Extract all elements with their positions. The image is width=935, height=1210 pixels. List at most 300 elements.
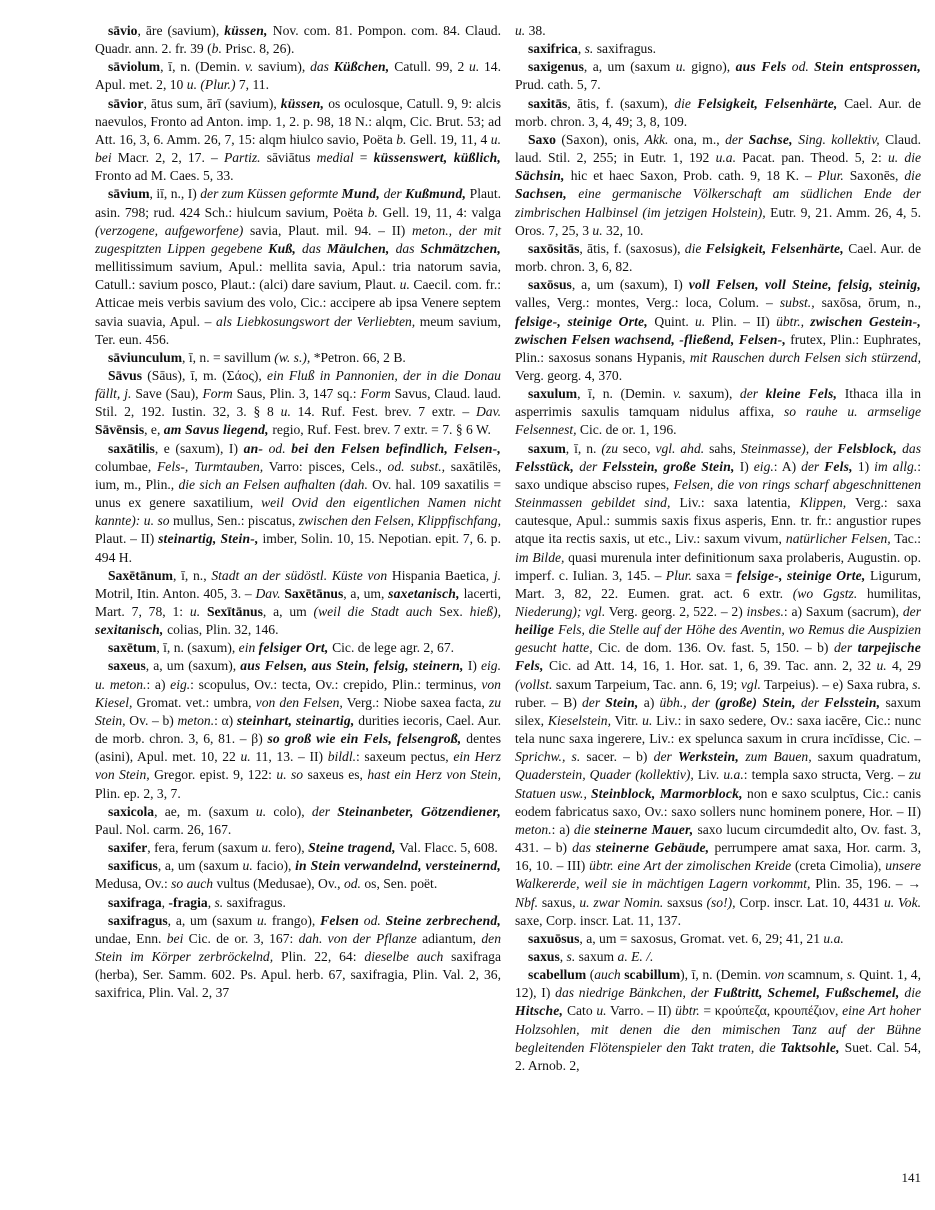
- entry-segment: a): [643, 694, 660, 710]
- entry-segment: der: [581, 694, 606, 710]
- headword: saxifrica: [528, 41, 578, 57]
- entry-segment: saxa =: [691, 567, 737, 583]
- headword: saxum: [528, 440, 566, 456]
- entry-segment: (große) Stein,: [714, 694, 801, 710]
- entry-segment: Sāvēnsis: [95, 422, 145, 438]
- right-column: [515, 22, 921, 1075]
- headword: saxus: [528, 948, 560, 964]
- entry-segment: dah. von der Pflanze: [298, 930, 417, 946]
- entry-segment: Plin. 35, 196. – →: [810, 876, 921, 892]
- entry-segment: Verg. georg. 2, 522. – 2): [605, 604, 747, 619]
- entry-segment: u.: [242, 858, 253, 874]
- entry-segment: 1): [857, 458, 875, 474]
- entry-segment: so groß wie ein Fels, felsengroß,: [267, 731, 467, 747]
- entry-segment: kleine Fels,: [765, 386, 845, 402]
- entry-segment: eig.: [753, 458, 774, 474]
- entry-saxus: [515, 948, 921, 966]
- entry-segment: columbae,: [95, 458, 157, 474]
- entry-segment: saxo lucum circumdedit alto, Ov. fast. 3, 431. – b): [515, 821, 921, 856]
- entry-segment: aus Felsen, aus Stein, felsig, steinern,: [240, 658, 468, 674]
- entry-segment: Varro. – II): [606, 1003, 676, 1019]
- entry-segment: I): [739, 458, 754, 474]
- entry-segment: Paul. Nol. carm. 26, 167.: [95, 821, 232, 837]
- entry-segment: ruber. – B): [515, 694, 582, 710]
- entry-saxifragus: [95, 912, 501, 1003]
- entry-savior: [95, 95, 501, 186]
- entry-segment: Niederung); vgl.: [515, 604, 606, 619]
- entry-segment: , a, um (saxum: [583, 59, 676, 75]
- entry-segment: Felsstein, große Stein,: [602, 458, 740, 474]
- entry-savium: [95, 185, 501, 348]
- entry-segment: zwischen den Felsen, Klippfischfang,: [298, 513, 501, 529]
- entry-segment: Schmätzchen,: [420, 240, 501, 256]
- entry-saxosus: [515, 276, 921, 385]
- entry-segment: , e (saxum), I): [154, 440, 244, 456]
- entry-segment: Liv.: saxa latentia,: [670, 495, 800, 511]
- entry-segment: frutex, Plin.: Euphrates, Plin.: saxosus sonans Hypanis,: [515, 331, 921, 365]
- entry-segment: Saxētānus: [284, 585, 344, 601]
- entry-segment: Motril, Itin. Anton. 405, 3. –: [95, 585, 256, 601]
- entry-segment: Klippen,: [799, 495, 847, 511]
- entry-segment: Hitsche,: [515, 1003, 567, 1019]
- entry-saviunculum: [95, 349, 501, 367]
- entry-segment: übh., der: [659, 694, 715, 710]
- entry-segment: (creta Cimolia),: [791, 858, 886, 874]
- entry-segment: der: [311, 803, 338, 819]
- entry-segment: im allg.: [874, 458, 918, 474]
- entry-segment: (wo Ggstz.: [792, 585, 858, 601]
- entry-segment: Felsblock,: [837, 440, 903, 456]
- entry-segment: Savus, Claud. laud. Stil. 2, 192. Iustin. 32, 3. § 8: [95, 386, 501, 420]
- entry-segment: Eutr. 9, 21. Amm. 26, 4, 5. Oros. 7, 25, 3: [515, 204, 921, 238]
- entry-segment: der: [579, 458, 603, 474]
- entry-segment: u.: [596, 1003, 607, 1019]
- entry-segment: Stadt an der südöstl. Küste von: [211, 567, 388, 583]
- entry-segment: von den Felsen,: [255, 694, 343, 710]
- entry-segment: Fels,: [824, 458, 858, 474]
- entry-segment: Fronto ad M. Caes. 5, 33.: [95, 168, 234, 184]
- entry-segment: Liv.: [693, 767, 724, 783]
- entry-segment: subst.,: [779, 295, 815, 311]
- entry-segment: bei den Felsen befindlich, Felsen-,: [291, 440, 502, 456]
- entry-segment: u.: [256, 912, 268, 928]
- entry-segment: Kuß,: [268, 240, 303, 256]
- entry-segment: u. bei: [95, 131, 501, 166]
- entry-segment: sāviātus: [260, 150, 317, 166]
- entry-segment: savia, Plaut. mil. 94. – II): [243, 222, 413, 238]
- entry-segment: die sich an Felsen aufhalten (dah.: [178, 476, 368, 492]
- headword: saxētum: [108, 640, 157, 656]
- headword: saxeus: [108, 658, 146, 674]
- entry-segment: adiantum,: [416, 930, 482, 946]
- entry-saxeus: [95, 657, 501, 802]
- entry-segment: unsere Walkererde, weil sie in mächtigen Lagern vorkommt,: [515, 858, 922, 892]
- entry-segment: Sachse,: [748, 131, 799, 147]
- headword: sāviolum: [108, 59, 161, 75]
- entry-segment: eig. u. meton.: [95, 658, 501, 692]
- entry-segment: zu Stein,: [95, 694, 501, 728]
- entry-segment: das: [902, 440, 921, 456]
- headword: Saxētānum: [108, 567, 173, 583]
- entry-segment: heilige: [515, 622, 559, 638]
- entry-segment: : a) Saxum (sacrum),: [783, 604, 903, 619]
- entry-segment: u.: [675, 59, 686, 75]
- entry-segment: so auch: [171, 876, 214, 892]
- entry-segment: Val. Flacc. 5, 608.: [399, 840, 498, 856]
- entry-segment: , ātis, f. (saxum),: [567, 95, 675, 111]
- entry-segment: Form: [360, 386, 391, 402]
- entry-segment: Suet. Cal. 54, 2. Arnob. 2,: [515, 1039, 921, 1073]
- entry-segment: a. E. /.: [617, 948, 654, 964]
- entry-segment: Cic. ad Att. 14, 16, 1. Hor. sat. 1, 6, 39. Tac. ann. 2, 32: [549, 658, 877, 674]
- entry-segment: medial: [316, 150, 354, 166]
- entry-segment: , a, um (saxum: [167, 912, 257, 928]
- entry-segment: ein Herz von Stein,: [95, 749, 502, 783]
- entry-segment: u.: [876, 658, 887, 674]
- entry-segment: s.: [846, 967, 856, 983]
- entry-segment: zum Bauen,: [745, 749, 812, 765]
- entry-segment: u. so: [276, 767, 304, 783]
- entry-segment: u.: [515, 23, 526, 38]
- entry-saxum: [515, 440, 921, 930]
- entry-savus: [95, 367, 501, 440]
- entry-segment: v.: [672, 386, 682, 402]
- entry-segment: hieß),: [469, 604, 501, 619]
- entry-segment: saxum),: [681, 386, 740, 402]
- entry-segment: Quint.: [654, 313, 696, 329]
- entry-segment: vgl. ahd.: [655, 440, 705, 456]
- headword: saxicola: [108, 803, 155, 819]
- entry-segment: (verzogene, aufgeworfene): [95, 222, 244, 238]
- entry-segment: u.: [255, 803, 267, 819]
- entry-segment: = κρούπεζα, κρουπέζιον,: [699, 1003, 843, 1019]
- entry-segment: u.: [189, 604, 201, 619]
- entry-segment: b.: [367, 204, 378, 220]
- entry-segment: Kußmund,: [405, 186, 470, 202]
- headword: saxificus: [108, 858, 158, 874]
- entry-segment: u.: [240, 749, 251, 765]
- entry-segment: Gell. 19, 11, 4: valga: [377, 204, 501, 220]
- entry-segment: u. Vok.: [883, 894, 921, 910]
- entry-segment: den Stein im Körper zerbröckelnd,: [95, 930, 501, 964]
- entry-segment: 38.: [525, 23, 546, 38]
- entry-segment: voll Felsen, voll Steine, felsig, steinig,: [688, 277, 921, 293]
- entry-segment: die: [904, 985, 922, 1001]
- entry-segment: Macr. 2, 2, 17. –: [111, 150, 224, 166]
- entry-segment: übtr.: [675, 1003, 700, 1019]
- entry-segment: (w. s.),: [274, 349, 311, 365]
- entry-segment: Dav.: [255, 585, 281, 601]
- entry-segment: so rauhe u. armselige Felsennest,: [515, 404, 921, 438]
- entry-segment: Sachsen,: [515, 186, 579, 202]
- entry-segment: dieselbe auch: [364, 948, 444, 964]
- entry-segment: insbes.: [746, 604, 784, 619]
- left-column: [95, 22, 501, 1002]
- entry-saxicola: [95, 803, 501, 839]
- entry-segment: Cael. Aur. de morb. chron. 3, 6, 82.: [515, 240, 921, 275]
- headword: sāvium: [108, 186, 150, 202]
- headword: sāviunculum: [108, 349, 183, 365]
- entry-segment: seco,: [618, 440, 656, 456]
- entry-scabellum: [515, 966, 921, 1075]
- entry-segment: Corp. inscr. Lat. 10, 4431: [735, 894, 884, 910]
- entry-segment: Caecil. com. fr.: Atticae meis verbis savium des volo, Cic.: accipere ab ipsa Venere septem savia suavia, Apul. –: [95, 277, 501, 329]
- entry-segment: Medusa, Ov.:: [95, 876, 172, 892]
- entry-segment: der: [383, 186, 406, 202]
- entry-segment: saxus,: [538, 894, 580, 910]
- entry-segment: Prisc. 8, 26).: [221, 41, 295, 57]
- entry-segment: od.: [263, 440, 292, 456]
- entry-segment: saxifraga (herba), Ser. Samm. 602. Ps. Apul. herb. 67, saxifragia, Plin. Val. 2, 36, saxifrica, Plin. Val. 2, 37: [95, 948, 501, 1001]
- entry-segment: Felsen, die von rings scharf abgeschnittenen Steinmassen gebildet sind,: [515, 476, 921, 511]
- entry-segment: Steinblock, Marmorblock,: [591, 785, 748, 801]
- entry-segment: b.: [211, 41, 222, 57]
- entry-segment: saxum silex,: [515, 694, 921, 728]
- entry-segment: küssen,: [224, 23, 273, 38]
- entry-segment: Sprichw., s.: [515, 749, 581, 765]
- entry-saxifrica: [515, 40, 921, 58]
- entry-segment: mit Rauschen durch Felsen sich stürzend,: [689, 349, 921, 365]
- entry-segment: sacer. – b): [580, 749, 654, 765]
- entry-saxifraga: [95, 894, 501, 912]
- entry-segment: (Sāus), ī, m. (Σάος),: [142, 367, 268, 383]
- entry-segment: Felsen: [320, 912, 360, 928]
- entry-segment: Plaut. – II): [95, 531, 159, 547]
- entry-segment: Stein entsprossen,: [814, 59, 921, 75]
- entry-segment: bei: [166, 930, 184, 946]
- entry-segment: od.: [359, 912, 386, 928]
- entry-segment: Stein,: [605, 694, 644, 710]
- entry-segment: u.a.: [723, 767, 744, 783]
- entry-segment: , a, um (saxum: [157, 858, 243, 874]
- entry-segment: Cato: [566, 1003, 597, 1019]
- entry-segment: felsiger Ort,: [258, 640, 333, 656]
- entry-segment: übtr.,: [776, 313, 811, 329]
- entry-segment: Werkstein,: [677, 749, 746, 765]
- entry-segment: Hispania Baetica,: [387, 567, 494, 583]
- entry-segment: : saxo undique absciso rupes,: [515, 458, 922, 492]
- entry-segment: Save (Sau),: [131, 386, 203, 402]
- entry-segment: saxe, Corp. inscr. Lat. 11, 137.: [515, 912, 681, 928]
- entry-segment: saxeus es,: [303, 767, 368, 783]
- entry-segment: quasi murenula inter definitionum saxa prolaberis, Augustin. op. imperf. c. Iulian. 3, 145. –: [515, 549, 921, 583]
- entry-segment: perrumpere amat saxa, Hor. carm. 3, 16, 10. – III): [515, 840, 921, 874]
- entry-segment: s.: [912, 676, 921, 692]
- entry-segment: Gromat. vet.: umbra,: [132, 694, 256, 710]
- entry-segment: Claud. laud. Stil. 2, 255; in Eutr. 1, 192: [515, 131, 921, 166]
- headword: saxifer: [108, 840, 148, 856]
- entry-segment: Quaderstein, Quader (kollektiv),: [515, 767, 694, 783]
- entry-saxitas: [515, 95, 921, 131]
- entry-segment: ), ī, n. (Demin.: [680, 967, 765, 983]
- entry-segment: =: [353, 150, 374, 166]
- entry-segment: Felsstein,: [824, 694, 886, 710]
- entry-segment: Plaut. asin. 798; rud. 424 Sch.: hiulcum savium, Poëta: [95, 186, 502, 220]
- entry-segment: Ov. hal. 109 saxatilis = unus ex genere saxatilium,: [95, 476, 501, 511]
- entry-segment: Fels-, Turmtauben,: [157, 458, 264, 474]
- entry-segment: Ov. – b): [125, 712, 178, 728]
- entry-segment: tarpejische Fels,: [515, 640, 921, 674]
- entry-segment: meton., der mit zugespitzten Lippen gegebene: [95, 222, 501, 256]
- entry-segment: von: [764, 967, 785, 983]
- entry-segment: 11, 13. – II): [250, 749, 328, 765]
- entry-segment: der: [653, 749, 678, 765]
- entry-segment: hast ein Herz von Stein,: [367, 767, 502, 783]
- entry-segment: u.: [469, 59, 480, 75]
- entry-segment: u.a.: [715, 150, 736, 166]
- entry-segment: ,: [577, 41, 585, 57]
- entry-segment: saxum Tarpeium, Tac. ann. 6, 19;: [552, 676, 741, 692]
- entry-segment: u.: [695, 313, 706, 329]
- entry-saxifragus-continuation: [515, 22, 921, 40]
- entry-segment: Tac.:: [890, 531, 922, 547]
- entry-segment: Felsstück,: [515, 458, 580, 474]
- entry-segment: saxōsa, ōrum, n.,: [814, 295, 921, 311]
- entry-segment: , ātis, f. (saxosus),: [579, 240, 685, 256]
- entry-segment: am Savus liegend,: [163, 422, 273, 438]
- entry-segment: natürlicher Felsen,: [785, 531, 891, 547]
- entry-segment: eig.: [170, 676, 191, 692]
- entry-segment: -fragia: [168, 894, 208, 910]
- entry-segment: , a, um,: [343, 585, 389, 601]
- entry-segment: I): [467, 658, 481, 674]
- entry-segment: u.a.: [823, 930, 844, 946]
- entry-saxatilis: [95, 440, 501, 567]
- entry-segment: übtr. eine Art der zimolischen Kreide: [589, 858, 792, 874]
- entry-segment: , ātus sum, ārī (savium),: [143, 95, 281, 111]
- entry-segment: s.: [566, 948, 576, 964]
- entry-segment: , ī, n.,: [172, 567, 212, 583]
- entry-segment: Sexītānus: [206, 604, 263, 619]
- entry-segment: facio),: [252, 858, 296, 874]
- headword: Sāvus: [108, 367, 143, 383]
- entry-segment: Fels, die Stelle auf der Höhe des Aventin, wo Remus die Auspizien gesucht hatte,: [515, 622, 921, 656]
- entry-segment: die: [904, 168, 921, 184]
- entry-saxetanum: [95, 567, 501, 640]
- entry-segment: (Saxon), onis,: [555, 131, 645, 147]
- entry-segment: , ī, n. = savillum: [182, 349, 275, 365]
- entry-segment: ein: [238, 640, 259, 656]
- entry-segment: : saxeum pectus,: [356, 749, 454, 765]
- entry-segment: Partiz.: [223, 150, 261, 166]
- entry-segment: : α): [214, 712, 237, 728]
- entry-segment: Form: [202, 386, 233, 402]
- entry-segment: Felsigkeit, Felsenhärte,: [705, 240, 849, 256]
- entry-segment: Sing. kollektiv,: [798, 131, 880, 147]
- entry-saxigenus: [515, 58, 921, 94]
- entry-segment: das: [395, 240, 421, 256]
- entry-segment: s.: [584, 41, 594, 57]
- entry-segment: Cic. de dom. 136. Ov. fast. 5, 150. – b): [592, 640, 834, 656]
- entry-segment: der: [739, 386, 766, 402]
- entry-segment: colias, Plin. 32, 146.: [167, 622, 279, 638]
- entry-segment: sahs,: [704, 440, 741, 456]
- headword: saxōsitās: [528, 240, 580, 256]
- entry-segment: durities iecoris, Cael. Aur. de morb. chron. 3, 6, 81. – β): [95, 712, 501, 747]
- entry-segment: Verg. georg. 4, 370.: [515, 367, 623, 383]
- entry-segment: u. die: [887, 150, 922, 166]
- entry-segment: das: [572, 840, 597, 856]
- entry-segment: b.: [396, 131, 407, 147]
- headword: saxōsus: [528, 277, 572, 293]
- entry-segment: [200, 604, 207, 619]
- entry-segment: imber, Solin. 10, 15. Nepotian. epit. 7, 6. p. 494 H.: [95, 531, 502, 565]
- entry-segment: , a, um (saxum),: [145, 658, 241, 674]
- entry-segment: ,: [559, 948, 567, 964]
- entry-segment: 7, 11.: [235, 77, 269, 93]
- entry-segment: der: [833, 640, 858, 656]
- entry-segment: steinhart, steinartig,: [236, 712, 359, 728]
- entry-segment: os oculosque, Catull. 9, 9: alcis naevulos, Fronto ad Anton. imp. 1, 2. p. 98, 18 N.: alqm, Cic. Brut. 53; ad Att. 16, 3, 6. Amm. 26, 7, 15: alqm hiulco savio, Poëta: [95, 95, 501, 147]
- entry-segment: Dav.: [475, 404, 501, 420]
- entry-segment: meton.: [515, 821, 552, 837]
- entry-segment: Plur.: [665, 567, 692, 583]
- entry-segment: Steinmasse), der: [740, 440, 838, 456]
- entry-segment: (: [586, 967, 595, 983]
- entry-segment: sexitanisch,: [95, 622, 168, 638]
- headword: sāvior: [108, 95, 144, 111]
- entry-segment: lacerti, Mart. 7, 78, 1:: [95, 585, 501, 619]
- headword: saxitās: [528, 95, 568, 111]
- entry-saxuosus: [515, 930, 921, 948]
- entry-segment: steinerne Gebäude,: [596, 840, 715, 856]
- entry-segment: saxifragus.: [593, 41, 657, 57]
- entry-segment: os, Sen. poët.: [360, 876, 438, 892]
- entry-segment: scamnum,: [784, 967, 847, 983]
- entry-segment: steinerne Mauer,: [594, 821, 698, 837]
- entry-segment: zu Statuen usw.,: [515, 767, 921, 801]
- entry-segment: ,: [161, 894, 169, 910]
- entry-segment: Steine tragend,: [308, 840, 400, 856]
- entry-segment: colo),: [266, 803, 312, 819]
- entry-segment: (so!),: [706, 894, 736, 910]
- entry-segment: Cic. de or. 1, 196.: [576, 422, 677, 438]
- entry-segment: : templa saxo structa, Verg. –: [743, 767, 909, 783]
- entry-segment: regio, Ruf. Fest. brev. 7 extr. = 7. § 6 W.: [272, 422, 491, 438]
- entry-segment: Plin. – II): [705, 313, 777, 329]
- entry-segment: meton.: [177, 712, 215, 728]
- entry-segment: , fera, ferum (saxum: [147, 840, 262, 856]
- headword: saxātilis: [108, 440, 155, 456]
- entry-segment: Plin. 22, 64:: [273, 948, 365, 964]
- entry-segment: Mund,: [341, 186, 384, 202]
- entry-segment: Gell. 19, 11, 4: [406, 131, 491, 147]
- entry-segment: Pacat. pan. Theod. 5, 2:: [736, 150, 888, 166]
- entry-segment: 4, 29: [886, 658, 922, 674]
- entry-segment: der: [725, 131, 749, 147]
- entry-saxifer: [95, 839, 501, 857]
- entry-segment: u.: [261, 840, 272, 856]
- entry-segment: an-: [243, 440, 264, 456]
- entry-segment: od.: [343, 876, 361, 892]
- entry-segment: vultus (Medusae), Ov.,: [213, 876, 344, 892]
- entry-saxulum: [515, 385, 921, 439]
- entry-segment: v.: [244, 59, 254, 75]
- headword: saxuōsus: [528, 930, 580, 946]
- entry-segment: vgl.: [740, 676, 761, 692]
- entry-segment: , a, um = saxosus, Gromat. vet. 6, 29; 41, 21: [579, 930, 824, 946]
- entry-segment: , ae, m. (saxum: [154, 803, 256, 819]
- headword: saxifraga: [108, 894, 162, 910]
- entry-segment: der: [800, 694, 825, 710]
- entry-segment: 14. Apul. met. 2, 10: [95, 59, 501, 93]
- entry-saxo: [515, 131, 921, 240]
- entry-segment: in Stein verwandelnd, versteinernd,: [295, 858, 501, 874]
- entry-segment: Kieselstein,: [547, 712, 611, 728]
- entry-segment: , a, um: [262, 604, 314, 619]
- entry-segment: , ī, n. (Demin.: [160, 59, 245, 75]
- entry-segment: Gregor. epist. 9, 122:: [149, 767, 277, 783]
